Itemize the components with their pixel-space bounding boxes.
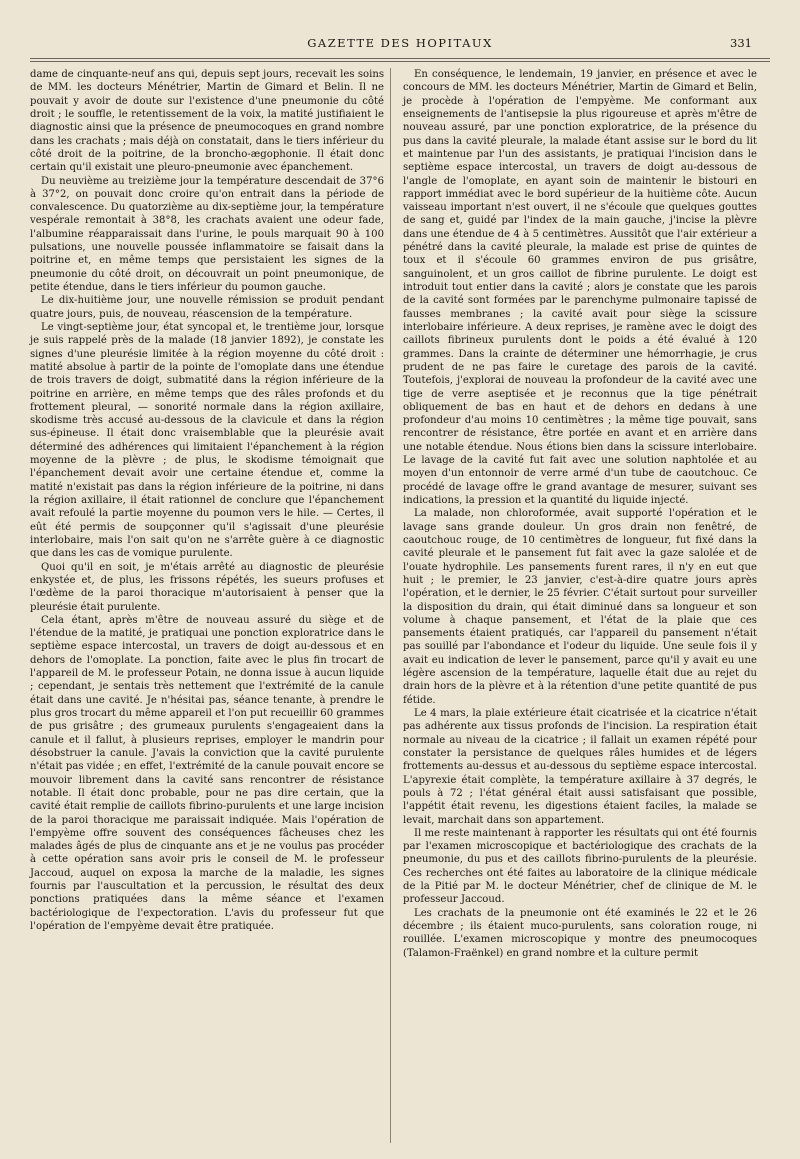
- paragraph: dame de cinquante-neuf ans qui, depuis sept jours, recevait les soins de MM. les docteurs Ménétrier, Martin de Gimard et Belin. Il ne pouvait y avoir de doute sur l'existence d'une pneumonie du côté droit ; le souffle, le retentissement de la voix, la matité justifiaient le diagnostic ainsi que la présence de pneumocoques en grand nombre dans les crachats ; mais déjà on constatait, dans le tiers inférieur du côté droit de la poitrine, de la broncho-ægophonie. Il était donc certain qu'il existait une pleuro-pneumonie avec épanchement.: [30, 69, 384, 174]
- paragraph: En conséquence, le lendemain, 19 janvier, en présence et avec le concours de MM. les docteurs Ménétrier, Martin de Gimard et Belin, je procède à l'opération de l'empyème. Me conformant aux enseignements de l'antisepsie la plus rigoureuse et après m'être de nouveau assuré, par une ponction exploratrice, de la présence du pus dans la cavité pleurale, la malade étant assise sur le bord du lit et maintenue par l'un des assistants, je pratiquai l'incision dans le septième espace intercostal, un travers de doigt au-dessous de l'angle de l'omoplate, en ayant soin de maintenir le bistouri en rapport immédiat avec le bord supérieur de la huitième côte. Aucun vaisseau important n'est ouvert, il ne s'écoule que quelques gouttes de sang et, guidé par l'index de la main gauche, j'incise la plèvre dans une étendue de 4 à 5 centimètres. Aussitôt que l'air extérieur a pénétré dans la cavité pleurale, la malade est prise de quintes de toux et il s'écoule 60 grammes environ de pus grisâtre, sanguinolent, et un gros caillot de fibrine purulente. Le doigt est introduit tout entier dans la cavité ; alors je constate que les parois de la cavité sont formées par le parenchyme pulmonaire tapissé de fausses membranes ; la cavité avait pour siège la scissure interlobaire inférieure. A deux reprises, je ramène avec le doigt des caillots fibrineux purulents dont le poids a été évalué à 120 grammes. Dans la crainte de déterminer une hémorrhagie, je crus prudent de ne pas faire le curetage des parois de la cavité. Toutefois, j'explorai de nouveau la profondeur de la cavité avec une tige de verre aseptisée et je reconnus que la tige pénétrait obliquement de bas en haut et de dehors en dedans à une profondeur d'au moins 10 centimètres ; la même tige pouvait, sans rencontrer de résistance, être portée en avant et en arrière dans une notable étendue. Nous étions bien dans la scissure interlobaire. Le lavage de la cavité fut fait avec une solution naphtolée et au moyen d'un entonnoir de verre armé d'un tube de caoutchouc. Ce procédé de lavage offre le grand avantage de mesurer, suivant ses indications, la pression et la quantité du liquide injecté.: [403, 69, 757, 506]
- header-rule-double: [30, 61, 770, 62]
- paragraph: Du neuvième au treizième jour la température descendait de 37°6 à 37°2, on pouvait donc croire qu'on entrait dans la période de convalescence. Du quatorzième au dix-septième jour, la température vespérale remontait à 38°8, les crachats avaient une odeur fade, l'albumine réapparaissait dans l'urine, le pouls marquait 90 à 100 pulsations, une nouvelle poussée inflammatoire se faisait dans la poitrine et, en même temps que persistaient les signes de la pneumonie du côté droit, on découvrait un point pneumonique, de petite étendue, dans le tiers inférieur du poumon gauche.: [30, 175, 384, 293]
- paragraph: Le dix-huitième jour, une nouvelle rémission se produit pendant quatre jours, puis, de nouveau, réascension de la température.: [30, 295, 384, 320]
- paragraph: Cela étant, après m'être de nouveau assuré du siège et de l'étendue de la matité, je pratiquai une ponction exploratrice dans le septième espace intercostal, un travers de doigt au-dessous et en dehors de l'omoplate. La ponction, faite avec le plus fin trocart de l'appareil de M. le professeur Potain, ne donna issue à aucun liquide ; cependant, je sentais très nettement que l'extrémité de la canule était dans une cavité. Je n'hésitai pas, séance tenante, à prendre le plus gros trocart du même appareil et l'on put recueillir 60 grammes de pus grisâtre ; des grumeaux purulents s'engageaient dans la canule et il fallut, à plusieurs reprises, employer le mandrin pour désobstruer la canule. J'avais la conviction que la cavité purulente n'était pas vidée ; en effet, l'extrémité de la canule pouvait encore se mouvoir librement dans la cavité sans rencontrer de résistance notable. Il était donc probable, pour ne pas dire certain, que la cavité était remplie de caillots fibrino-purulents et une large incision de la paroi thoracique me paraissait indiquée. Mais l'opération de l'empyème offre souvent des conséquences fâcheuses chez les malades âgés de plus de cinquante ans et je ne voulus pas procéder à cette opération sans avoir pris le conseil de M. le professeur Jaccoud, auquel on exposa la marche de la maladie, les signes fournis par l'auscultation et la percussion, le résultat des deux ponctions pratiquées dans la même séance et l'examen bactériologique de l'expectoration. L'avis du professeur fut que l'opération de l'empyème devait être pratiquée.: [30, 614, 384, 932]
- paragraph: Le 4 mars, la plaie extérieure était cicatrisée et la cicatrice n'était pas adhérente aux tissus profonds de l'incision. La respiration était normale au niveau de la cicatrice ; il fallait un examen répété pour constater la persistance de quelques râles humides et de légers frottements au-dessus et au-dessous du septième espace intercostal. L'apyrexie était complète, la température axillaire à 37 degrés, le pouls à 72 ; l'état général était aussi satisfaisant que possible, l'appétit était revenu, les digestions étaient faciles, la malade se levait, marchait dans son appartement.: [403, 708, 757, 826]
- left-column: [30, 68, 384, 933]
- header-rule: [30, 58, 770, 59]
- paragraph: Le vingt-septième jour, état syncopal et, le trentième jour, lorsque je suis rappelé près de la malade (18 janvier 1892), je constate les signes d'une pleurésie limitée à la région moyenne du côté droit : matité absolue à partir de la pointe de l'omoplate dans une étendue de trois travers de doigt, submatité dans la région inférieure de la poitrine en arrière, en même temps que des râles profonds et du frottement pleural, — sonorité normale dans la région axillaire, skodisme très accusé au-dessous de la clavicule et dans la région sus-épineuse. Il était donc vraisemblable que la pleurésie avait déterminé des adhérences qui limitaient l'épanchement à la région moyenne de la plèvre ; de plus, le skodisme témoignait que l'épanchement devait avoir une certaine étendue et, comme la matité n'existait pas dans la région inférieure de la poitrine, ni dans la région axillaire, il était rationnel de conclure que l'épanchement avait refoulé la partie moyenne du poumon vers le hile. — Certes, il eût été permis de soupçonner qu'il s'agissait d'une pleurésie interlobaire, mais l'on sait qu'on ne s'arrête guère à ce diagnostic que dans les cas de vomique purulente.: [30, 321, 384, 560]
- page-number: 331: [730, 36, 752, 50]
- paragraph: La malade, non chloroformée, avait supporté l'opération et le lavage sans grande douleur. Un gros drain non fenêtré, de caoutchouc rouge, de 10 centimètres de longueur, fut fixé dans la cavité pleurale et le pansement fut fait avec la gaze salolée et de l'ouate hydrophile. Les pansements furent rares, il n'y en eut que huit ; le premier, le 23 janvier, c'est-à-dire quatre jours après l'opération, et le dernier, le 25 février. C'était surtout pour surveiller la disposition du drain, qui était diminué dans sa longueur et son volume à chaque pansement, et l'état de la plaie que ces pansements étaient pratiqués, car l'appareil du pansement n'était pas souillé par l'abondance et l'odeur du liquide. Une seule fois il y avait eu indication de lever le pansement, parce qu'il y avait eu une légère ascension de la température, laquelle était due au rejet du drain hors de la plèvre et à la rétention d'une petite quantité de pus fétide.: [403, 508, 757, 706]
- right-column: [403, 68, 757, 960]
- paragraph: Il me reste maintenant à rapporter les résultats qui ont été fournis par l'examen microscopique et bactériologique des crachats de la pneumonie, du pus et des caillots fibrino-purulents de la pleurésie. Ces recherches ont été faites au laboratoire de la clinique médicale de la Pitié par M. le docteur Ménétrier, chef de clinique de M. le professeur Jaccoud.: [403, 827, 757, 906]
- running-head: [0, 36, 800, 54]
- journal-title: GAZETTE DES HOPITAUX: [307, 36, 493, 50]
- column-divider: [390, 68, 391, 1143]
- paragraph: Quoi qu'il en soit, je m'étais arrêté au diagnostic de pleurésie enkystée et, de plus, les frissons répétés, les sueurs profuses et l'œdème de la paroi thoracique m'autorisaient à penser que la pleurésie était purulente.: [30, 561, 384, 613]
- paragraph: Les crachats de la pneumonie ont été examinés le 22 et le 26 décembre ; ils étaient muco-purulents, sans coloration rouge, ni rouillée. L'examen microscopique y montre des pneumocoques (Talamon-Fraënkel) en grand nombre et la culture permit: [403, 907, 757, 959]
